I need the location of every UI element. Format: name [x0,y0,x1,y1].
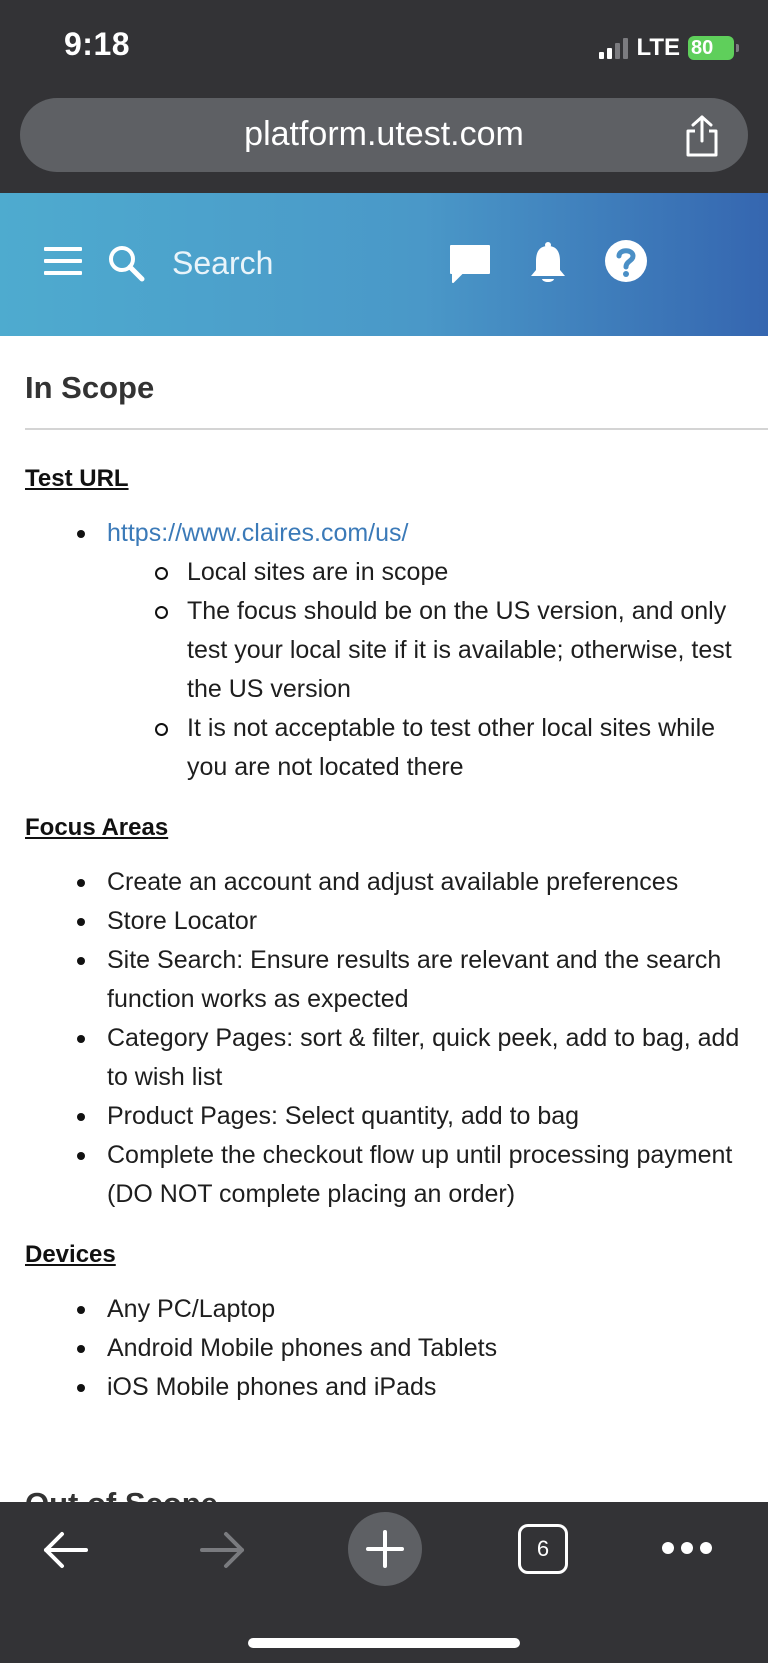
signal-icon [599,37,628,59]
battery-level: 80 [691,37,714,59]
test-url-list [25,514,755,787]
search-icon[interactable] [106,243,146,283]
list-item: Product Pages: Select quantity, add to bag [25,1097,755,1136]
main-content [0,336,768,1502]
tabs-button[interactable]: 6 [518,1524,568,1574]
home-indicator[interactable] [248,1638,520,1648]
list-item [25,514,755,787]
devices-heading: Devices [25,1241,116,1268]
list-item: Store Locator [25,902,755,941]
focus-areas-section [25,809,755,1214]
focus-areas-heading: Focus Areas [25,814,169,841]
url-text[interactable]: platform.utest.com [244,115,524,153]
network-label: LTE [636,34,680,61]
menu-icon[interactable] [44,247,82,275]
app-header [0,193,768,336]
test-url-sublist [105,553,755,787]
list-item: Complete the checkout flow up until processing payment (DO NOT complete placing an order) [25,1136,755,1214]
help-icon[interactable] [604,239,648,283]
plus-icon [348,1512,422,1586]
search-input[interactable] [170,239,410,287]
focus-areas-list [25,863,755,1214]
bottom-toolbar [0,1502,768,1663]
test-url-heading: Test URL [25,465,129,492]
status-indicators [599,34,734,62]
bell-icon[interactable] [528,241,568,285]
status-bar [0,0,768,96]
test-url-link[interactable]: https://www.claires.com/us/ [107,519,409,547]
devices-list [25,1290,755,1407]
forward-arrow-icon[interactable] [198,1528,248,1572]
sublist-item: The focus should be on the US version, and only test your local site if it is available; otherwise, test the US version [105,592,755,709]
address-bar[interactable] [20,98,748,172]
battery-icon [688,36,734,60]
browser-toolbar [0,96,768,193]
list-item: Category Pages: sort & filter, quick peek, add to bag, add to wish list [25,1019,755,1097]
status-time: 9:18 [64,26,131,62]
list-item: Site Search: Ensure results are relevant and the search function works as expected [25,941,755,1019]
list-item: Any PC/Laptop [25,1290,755,1329]
sublist-item: It is not acceptable to test other local sites while you are not located there [105,709,755,787]
back-arrow-icon[interactable] [40,1528,90,1572]
list-item: Android Mobile phones and Tablets [25,1329,755,1368]
share-icon[interactable] [682,114,722,158]
title-divider [25,428,768,430]
list-item: Create an account and adjust available preferences [25,863,755,902]
devices-section [25,1236,755,1407]
chat-icon[interactable] [448,243,492,285]
more-icon[interactable] [662,1542,712,1556]
sublist-item: Local sites are in scope [105,553,755,592]
test-url-section [25,460,755,787]
list-item: iOS Mobile phones and iPads [25,1368,755,1407]
new-tab-button[interactable] [348,1512,422,1586]
page-title: In Scope [25,370,155,405]
scope-body [25,460,755,1429]
